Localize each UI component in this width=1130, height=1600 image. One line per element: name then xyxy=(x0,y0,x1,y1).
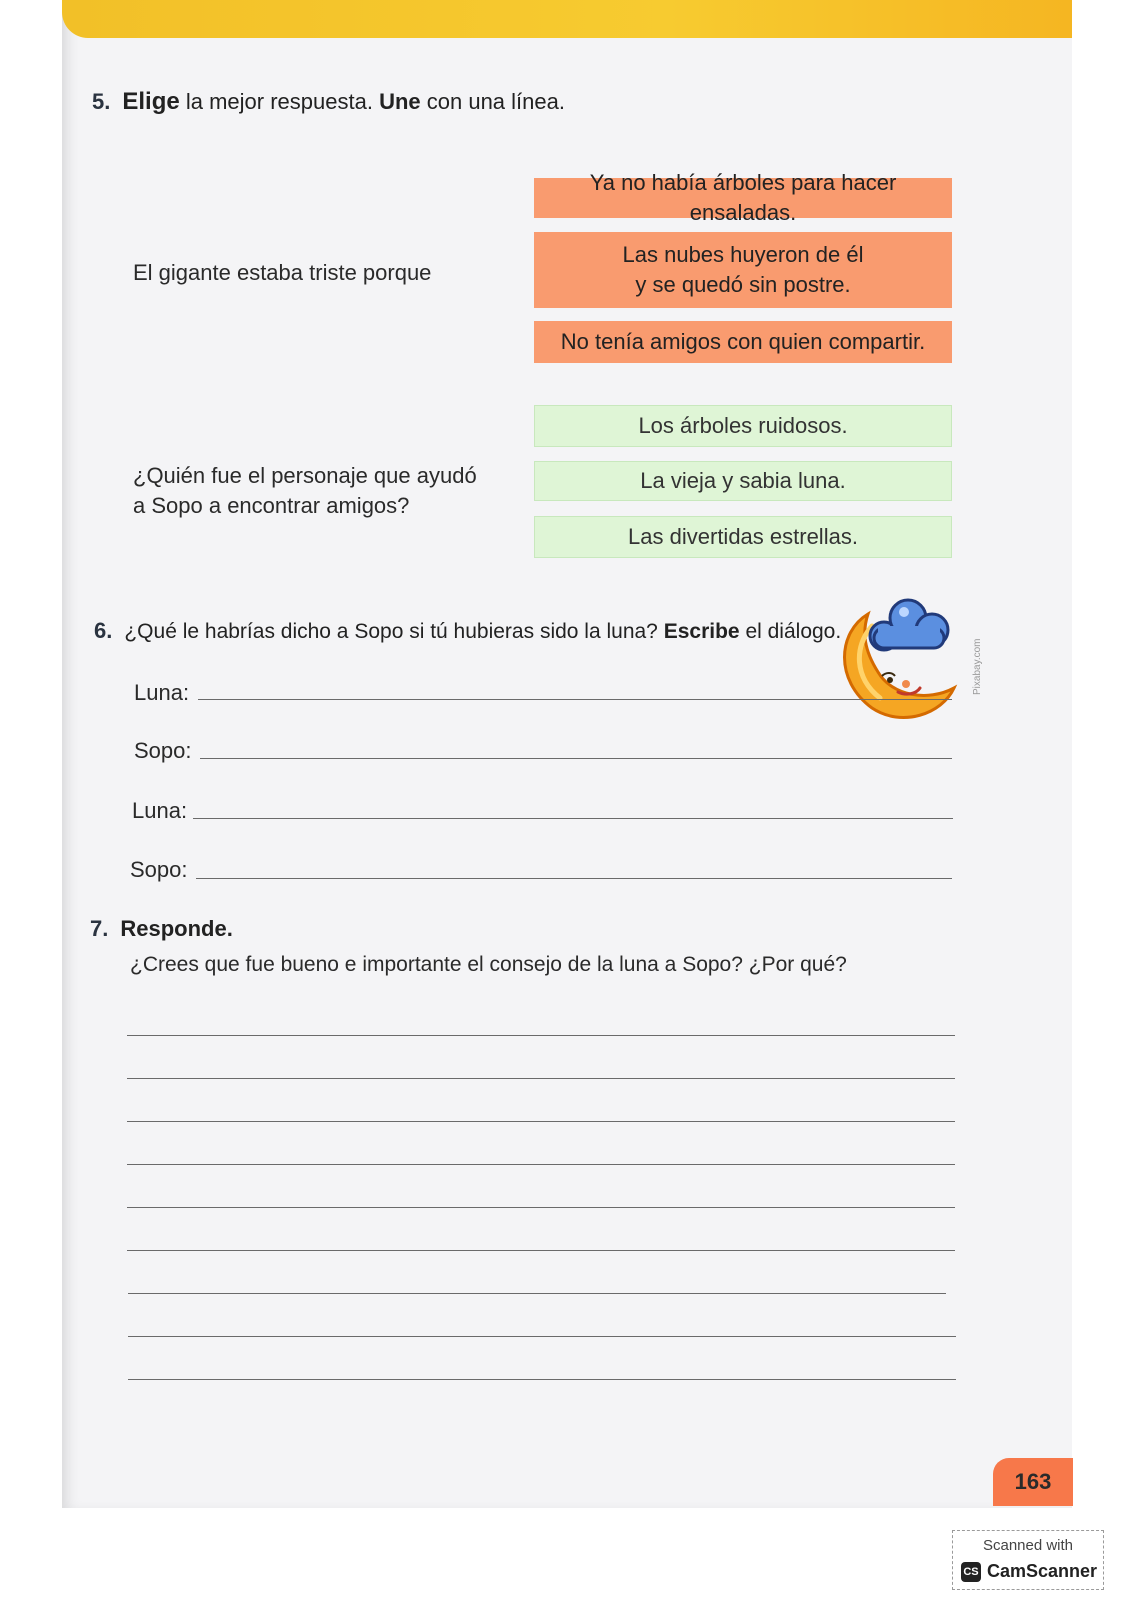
answer-line[interactable] xyxy=(127,1121,955,1122)
dialogue-speaker-label: Luna: xyxy=(134,680,190,705)
answer-option[interactable]: No tenía amigos con quien compartir. xyxy=(534,321,952,363)
dialogue-answer-line[interactable] xyxy=(198,699,952,700)
dialogue-speaker-label: Sopo: xyxy=(134,738,192,763)
dialogue-answer-line[interactable] xyxy=(193,818,953,819)
answer-line[interactable] xyxy=(128,1293,946,1294)
dialogue-speaker-label: Luna: xyxy=(132,798,188,823)
answer-line[interactable] xyxy=(127,1035,955,1036)
moon-cloud-icon xyxy=(832,596,958,722)
page-number: 163 xyxy=(993,1458,1073,1506)
answer-line[interactable] xyxy=(127,1250,955,1251)
dialogue-speaker-label: Sopo: xyxy=(130,857,188,882)
camscanner-logo-icon: CS xyxy=(961,1562,981,1582)
top-color-band xyxy=(62,0,1072,38)
camscanner-watermark xyxy=(952,1530,1104,1590)
watermark-line: Scanned with xyxy=(982,1537,1074,1554)
answer-option[interactable]: Las divertidas estrellas. xyxy=(534,516,952,558)
question-7-question: ¿Crees que fue bueno e importante el consejo de la luna a Sopo? ¿Por qué? xyxy=(130,953,847,976)
question-6-heading: 6. ¿Qué le habrías dicho a Sopo si tú hubieras sido la luna? Escribe el diálogo. xyxy=(94,618,842,643)
question-number: 5. xyxy=(92,89,111,114)
dialogue-answer-line[interactable] xyxy=(200,758,952,759)
answer-option[interactable]: Las nubes huyeron de él y se quedó sin postre. xyxy=(534,232,952,308)
image-credit: Pixabay.com xyxy=(972,638,983,695)
answer-option[interactable]: La vieja y sabia luna. xyxy=(534,461,952,501)
question-number: 6. xyxy=(94,618,113,643)
watermark-brand: CamScanner xyxy=(987,1561,1098,1581)
question-5-prompt-1: El gigante estaba triste porque xyxy=(133,260,432,285)
dialogue-answer-line[interactable] xyxy=(196,878,952,879)
answer-line[interactable] xyxy=(127,1207,955,1208)
question-7-heading: 7. Responde. xyxy=(90,916,233,941)
question-5-prompt-2: ¿Quién fue el personaje que ayudó a Sopo a encontrar amigos? xyxy=(133,463,477,518)
answer-line[interactable] xyxy=(128,1336,956,1337)
answer-line[interactable] xyxy=(128,1379,956,1380)
question-5-heading: 5. Elige la mejor respuesta. Une con una línea. xyxy=(92,88,565,115)
question-number: 7. xyxy=(90,916,109,941)
answer-line[interactable] xyxy=(127,1078,955,1079)
answer-option[interactable]: Los árboles ruidosos. xyxy=(534,405,952,447)
answer-line[interactable] xyxy=(127,1164,955,1165)
answer-option[interactable]: Ya no había árboles para hacer ensaladas. xyxy=(534,178,952,218)
